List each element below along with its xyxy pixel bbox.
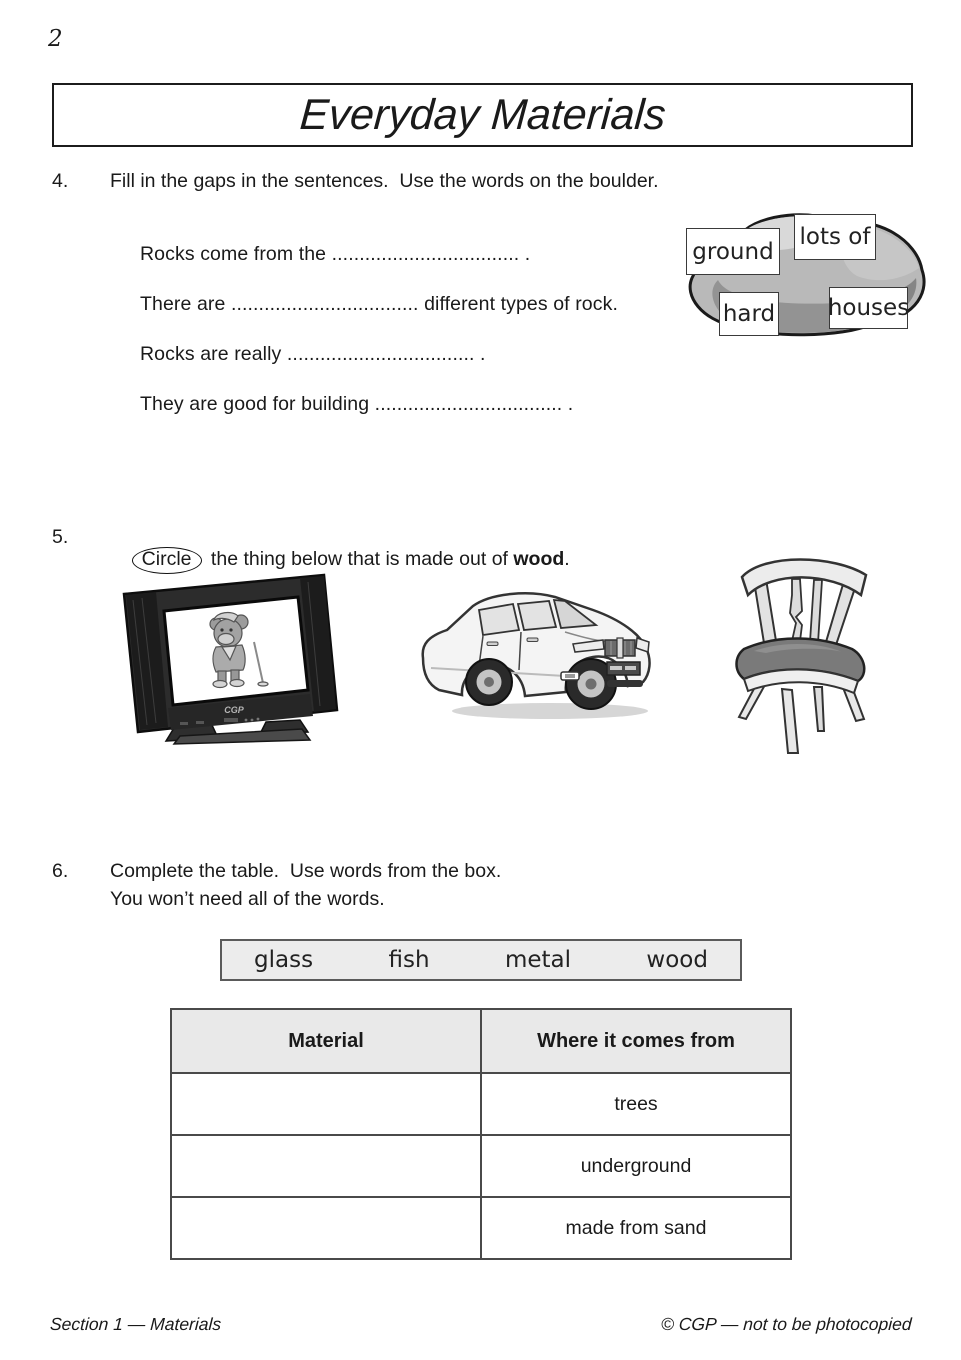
- q5-number: 5.: [52, 526, 69, 548]
- licence-plate: [607, 662, 640, 675]
- table-row: [171, 1135, 791, 1197]
- tv-brand-label: CGP: [224, 705, 244, 715]
- q5-prompt-end: .: [564, 548, 570, 570]
- q6-number: 6.: [52, 860, 69, 882]
- tv-image[interactable]: [116, 570, 346, 753]
- header-material: Material: [171, 1009, 481, 1073]
- header-where-from: Where it comes from: [481, 1009, 791, 1073]
- word-box-fish: fish: [388, 947, 430, 973]
- car-rear-wheel: [466, 659, 512, 705]
- q4-sentence-4[interactable]: They are good for building .................................. .: [140, 393, 574, 415]
- boulder-word-lots-of: lots of: [794, 214, 876, 260]
- television-icon: [116, 570, 346, 748]
- boulder-word-houses: houses: [829, 287, 908, 329]
- circle-word: Circle: [132, 547, 202, 574]
- cell-underground: underground: [481, 1135, 791, 1197]
- word-box-wood: wood: [646, 947, 708, 973]
- boulder-graphic: [672, 200, 934, 345]
- car-icon: [415, 580, 655, 725]
- answer-cell-material-3[interactable]: [171, 1197, 481, 1259]
- boulder-word-hard: hard: [719, 292, 779, 336]
- answer-cell-material-2[interactable]: [171, 1135, 481, 1197]
- q4-sentence-2[interactable]: There are .................................. different types of rock.: [140, 293, 618, 315]
- q4-prompt: Fill in the gaps in the sentences. Use the words on the boulder.: [110, 170, 659, 192]
- chair-icon: [730, 547, 880, 762]
- q4-sentence-1[interactable]: Rocks come from the .................................. .: [140, 243, 531, 265]
- answer-table: [170, 1008, 792, 1260]
- car-image[interactable]: [415, 580, 655, 730]
- table-row: [171, 1073, 791, 1135]
- table-row: [171, 1197, 791, 1259]
- title-box: [52, 83, 913, 147]
- table-header-row: [171, 1009, 791, 1073]
- word-box-metal: metal: [504, 947, 571, 973]
- q4-number: 4.: [52, 170, 69, 192]
- boulder-word-ground: ground: [686, 228, 780, 275]
- cell-made-from-sand: made from sand: [481, 1197, 791, 1259]
- q6-prompt-line2: You won’t need all of the words.: [110, 888, 385, 910]
- word-box-glass: glass: [254, 947, 314, 973]
- cell-trees: trees: [481, 1073, 791, 1135]
- footer-section: Section 1 — Materials: [49, 1314, 222, 1334]
- q6-prompt-line1: Complete the table. Use words from the box.: [110, 860, 502, 882]
- q4-sentence-3[interactable]: Rocks are really .................................. .: [140, 343, 486, 365]
- page-number: 2: [48, 26, 63, 52]
- page-title: Everyday Materials: [298, 90, 668, 139]
- q5-bold-word: wood: [513, 548, 565, 570]
- answer-cell-material-1[interactable]: [171, 1073, 481, 1135]
- q5-prompt-mid: the thing below that is made out of: [205, 548, 514, 570]
- chair-image[interactable]: [730, 547, 880, 767]
- footer-copyright: © CGP — not to be photocopied: [660, 1314, 913, 1334]
- word-box: [220, 939, 742, 981]
